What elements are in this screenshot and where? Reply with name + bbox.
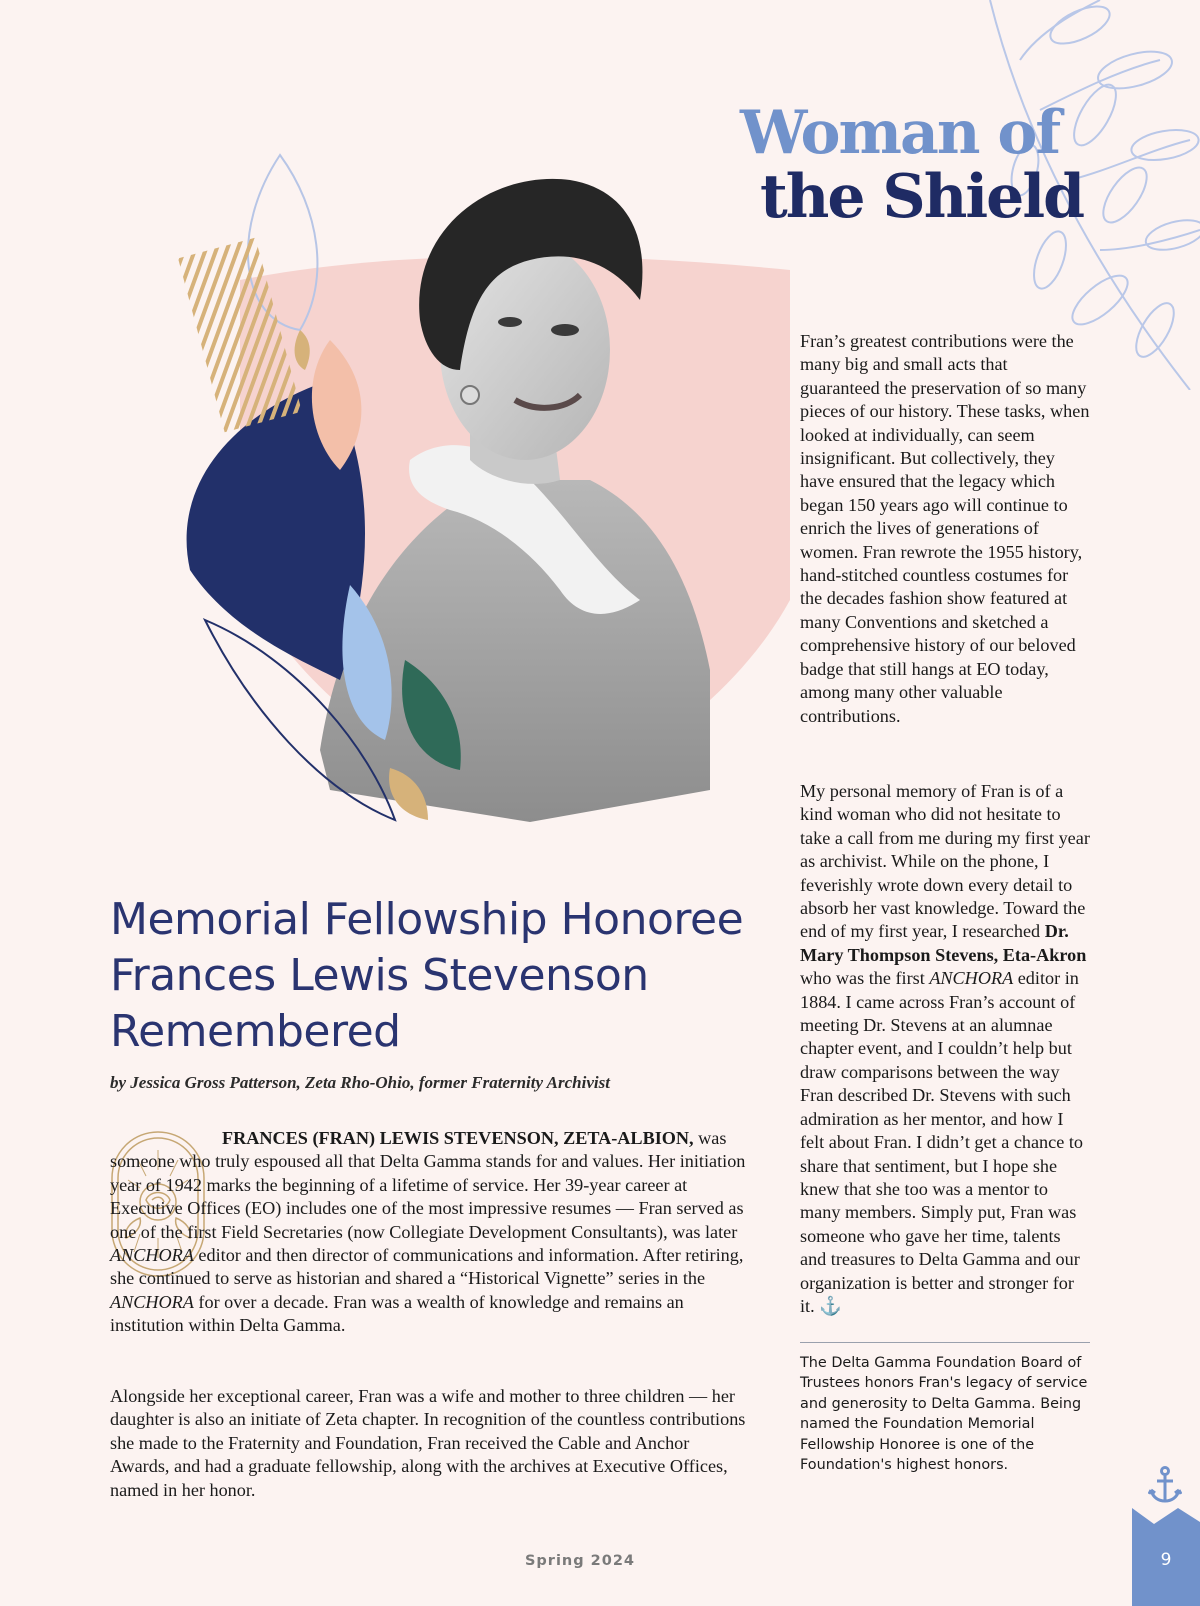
right-column-paragraph-1: Fran’s greatest contributions were the many big and small acts that guaranteed the preservation of so many pieces of our history. These tasks, when looked at individually, can seem insignificant. But collectively, they have ensured that the legacy which began 150 years ago will continue to enrich the lives of generations of women. Fran rewrote the 1955 history, hand-stitched countless costumes for the decades fashion show featured at many Conventions and sketched a comprehensive history of our beloved badge that still hangs at EO today, among many other valuable contributions. xyxy=(800,331,1090,726)
left-column-paragraph-1: FRANCES (FRAN) LEWIS STEVENSON, ZETA-ALBION, was someone who truly espoused all that Delta Gamma stands for and values. Her initiation year of 1942 marks the beginning of a lifetime of service. Her 39-year career at Executive Offices (EO) includes one of the most impressive resumes — Fran served as one of the first Field Secretaries (now Collegiate Development Consultants), was later ANCHORA editor and then director of communications and information. After retiring, she continued to serve as historian and shared a “Historical Vignette” series in the ANCHORA for over a decade. Fran was a wealth of knowledge and remains an institution within Delta Gamma. xyxy=(110,1128,746,1336)
anchor-end-mark: ⚓ xyxy=(819,1295,842,1316)
anchor-icon xyxy=(1148,1466,1182,1504)
page-number: 9 xyxy=(1160,1550,1172,1570)
right-column-paragraph-2: My personal memory of Fran is of a kind woman who did not hesitate to take a call from me during my first year as archivist. While on the phone, I feverishly wrote down every detail to absorb her vast knowledge. Toward the end of my first year, I researched Dr. Mary Thompson Stevens, Eta-Akron who was the first ANCHORA editor in 1884. I came across Fran’s account of meeting Dr. Stevens at an alumnae chapter event, and I couldn’t help but draw comparisons between the way Fran described Dr. Stevens with such admiration as her mentor, and how I felt about Fran. I didn’t get a chance to share that sentiment, but I hope she knew that she too was a mentor to many members. Simply put, Fran was someone who gave her time, talents and treasures to Delta Gamma and our organization is better and stronger for it. ⚓ xyxy=(800,781,1090,1316)
foundation-note: The Delta Gamma Foundation Board of Trustees honors Fran's legacy of service and generosity to Delta Gamma. Being named the Foundation Memorial Fellowship Honoree is one of the Foundation's highest honors. xyxy=(800,1355,1088,1474)
article-byline: by Jessica Gross Patterson, Zeta Rho-Ohio, former Fraternity Archivist xyxy=(110,1073,610,1092)
section-title-line2: the Shield xyxy=(760,162,1084,232)
portrait-illustration xyxy=(170,150,790,850)
divider xyxy=(800,1342,1090,1343)
section-title-line1: Woman of xyxy=(740,98,1060,168)
article-headline: Memorial Fellowship Honoree Frances Lewis Stevenson Remembered xyxy=(110,894,744,1057)
left-column-paragraph-2: Alongside her exceptional career, Fran was a wife and mother to three children — her daughter is also an initiate of Zeta chapter. In recognition of the countless contributions she made to the Fraternity and Foundation, Fran received the Cable and Anchor Awards, and had a graduate fellowship, along with the archives at Executive Offices, named in her honor. xyxy=(110,1386,746,1500)
issue-label: Spring 2024 xyxy=(524,1553,636,1569)
